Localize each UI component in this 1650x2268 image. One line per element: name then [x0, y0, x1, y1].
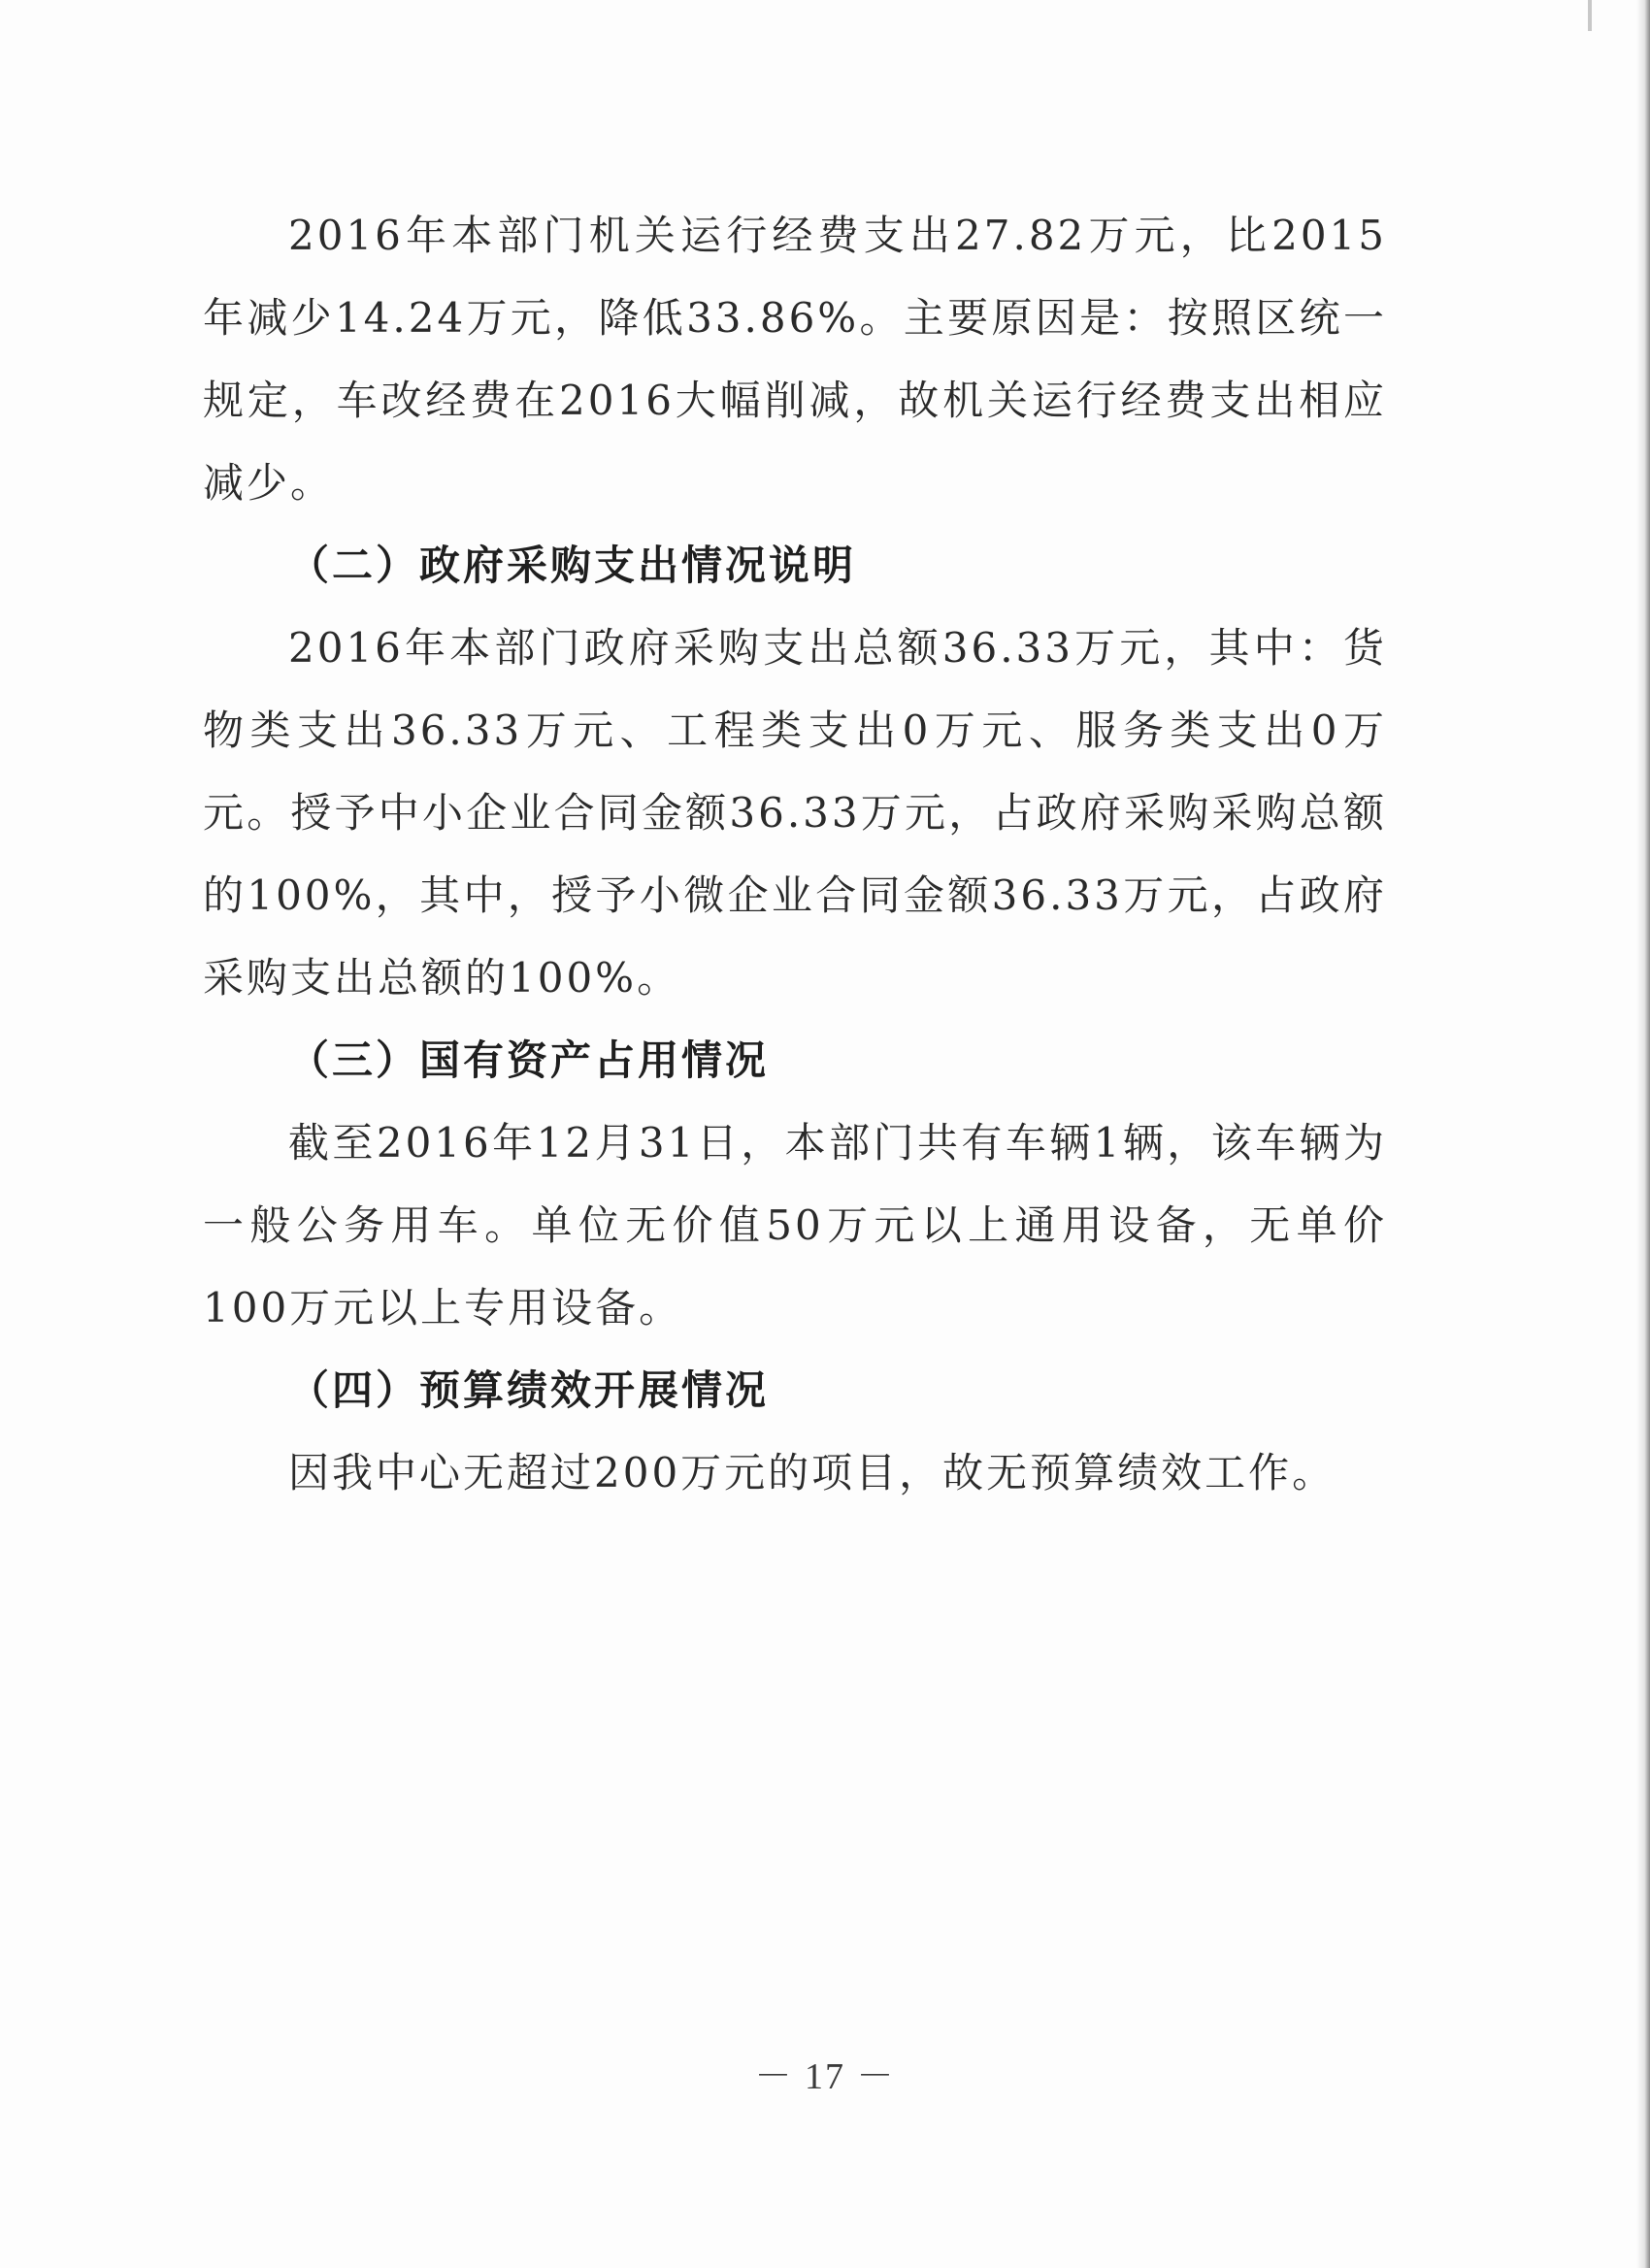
heading-procurement: （二）政府采购支出情况说明 [288, 542, 857, 589]
heading-performance: （四）预算绩效开展情况 [288, 1366, 770, 1414]
paragraph-performance: 因我中心无超过200万元的项目，故无预算绩效工作。 [288, 1449, 1336, 1496]
page-number: － 17 － [754, 2056, 896, 2097]
paragraph-procurement: 2016年本部门政府采购支出总额36.33万元，其中：货物类支出36.33万元、工程类支出0万元、服务类支出0万元。授予中小企业合同金额36.33万元，占政府采购采购总额的100%，其中，授予小微企业合同金额36.33万元，占政府采购支出总额的100%。 [203, 624, 1387, 1002]
document-body [203, 194, 1387, 1514]
scan-mark [1588, 0, 1592, 31]
scan-edge-shadow [1636, 0, 1650, 2268]
paragraph-operating-expenses: 2016年本部门机关运行经费支出27.82万元，比2015年减少14.24万元，降低33.86%。主要原因是：按照区统一规定，车改经费在2016大幅削减，故机关运行经费支出相应减少。 [203, 212, 1387, 507]
heading-state-assets: （三）国有资产占用情况 [288, 1036, 770, 1084]
paragraph-state-assets: 截至2016年12月31日，本部门共有车辆1辆，该车辆为一般公务用车。单位无价值50万元以上通用设备，无单价100万元以上专用设备。 [203, 1119, 1387, 1331]
